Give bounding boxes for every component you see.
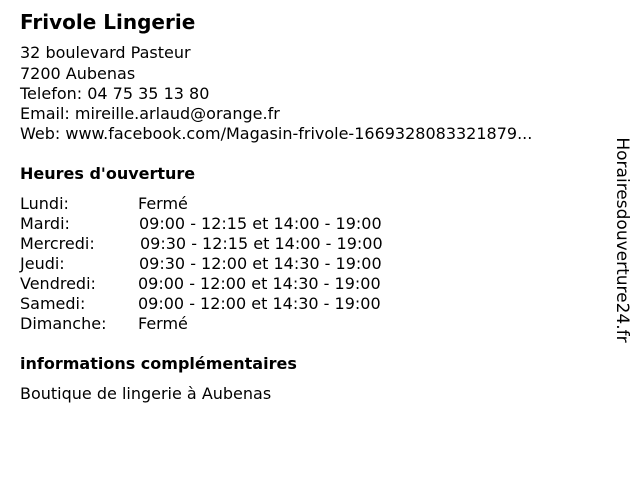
email-line: [20, 104, 280, 124]
email-link[interactable]: mireille.arlaud@orange.fr: [74, 104, 280, 123]
opening-hours-heading: Heures d'ouverture: [20, 164, 196, 183]
hours-value: 09:30 - 12:00 et 14:30 - 19:00: [139, 254, 382, 273]
additional-info-heading: informations complémentaires: [20, 354, 297, 373]
hours-row-monday: [20, 194, 440, 214]
day-label: Samedi:: [20, 294, 86, 313]
hours-row-thursday: [20, 254, 440, 274]
hours-row-sunday: [20, 314, 440, 334]
hours-value: 09:00 - 12:00 et 14:30 - 19:00: [138, 294, 381, 313]
hours-value: 09:00 - 12:15 et 14:00 - 19:00: [139, 214, 382, 233]
hours-row-wednesday: [20, 234, 440, 254]
day-label: Mardi:: [20, 214, 70, 233]
address-city: 7200 Aubenas: [20, 64, 136, 83]
site-watermark: Horairesdouverture24.fr: [612, 137, 632, 343]
hours-row-friday: [20, 274, 440, 294]
business-name: Frivole Lingerie: [20, 10, 196, 34]
web-line: [20, 124, 532, 144]
day-label: Dimanche:: [20, 314, 107, 333]
web-label: Web:: [20, 124, 66, 143]
hours-value: Fermé: [138, 314, 188, 333]
phone-number[interactable]: Telefon: 04 75 35 13 80: [20, 84, 210, 103]
business-description: Boutique de lingerie à Aubenas: [20, 384, 272, 403]
email-label: Email:: [20, 104, 75, 123]
day-label: Jeudi:: [20, 254, 65, 273]
day-label: Vendredi:: [20, 274, 96, 293]
web-link[interactable]: www.facebook.com/Magasin-frivole-1669328083321879...: [65, 124, 533, 143]
hours-value: 09:00 - 12:00 et 14:30 - 19:00: [138, 274, 381, 293]
address-street: 32 boulevard Pasteur: [20, 43, 191, 62]
day-label: Mercredi:: [20, 234, 95, 253]
hours-value: 09:30 - 12:15 et 14:00 - 19:00: [140, 234, 383, 253]
hours-row-saturday: [20, 294, 440, 314]
hours-row-tuesday: [20, 214, 440, 234]
hours-value: Fermé: [138, 194, 188, 213]
day-label: Lundi:: [20, 194, 69, 213]
